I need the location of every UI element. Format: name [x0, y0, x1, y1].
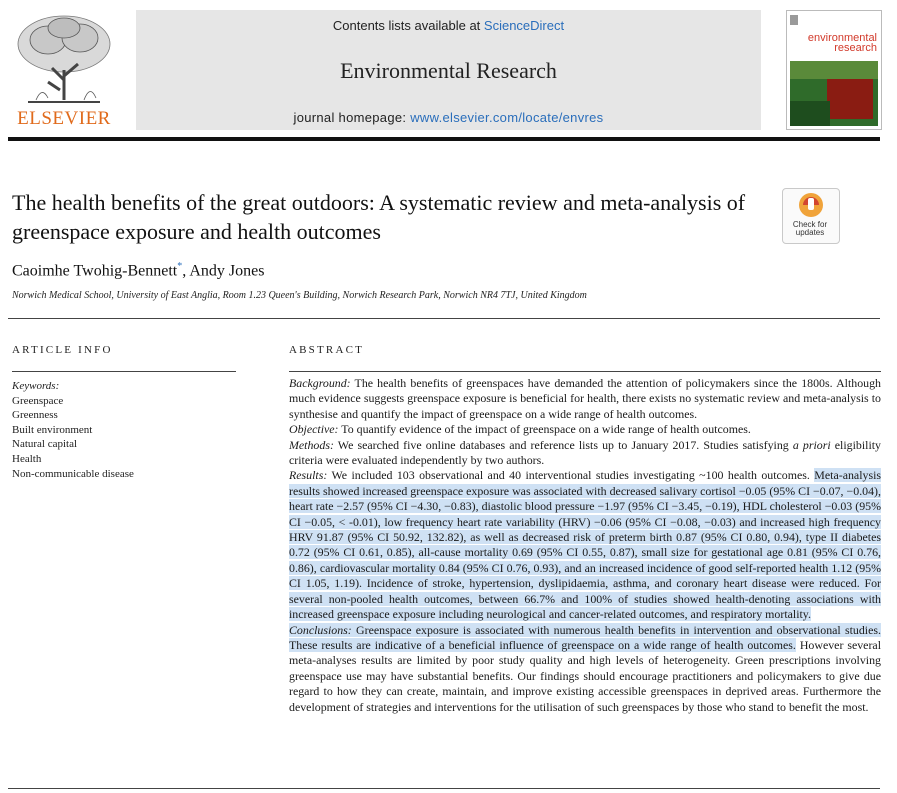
journal-cover-image	[787, 11, 881, 129]
title-divider	[8, 318, 880, 319]
objective-label: Objective:	[289, 422, 339, 437]
abstract-body	[289, 376, 881, 715]
results-highlight[interactable]: Meta-analysis results showed increased greenspace exposure was associated with decreased salivary cortisol −0.05 (95% CI −0.07, −0.04), heart rate −2.57 (95% CI −4.30, −0.83), diastolic blood pressure −1.97 (95% CI −3.45, −0.19), HDL cholesterol −0.03 (95% CI −0.05, < -0.01), low frequency heart rate variability (HRV) −0.06 (95% CI −0.08, −0.03) and increased high frequency HRV 91.87 (95% CI 50.92, 132.82), as well as decreased risk of preterm birth 0.87 (95% CI 0.80, 0.94), type II diabetes 0.72 (95% CI 0.61, 0.85), all-cause mortality 0.69 (95% CI 0.55, 0.87), small size for gestational age 0.81 (95% CI 0.76, 0.86), cardiovascular mortality 0.84 (95% CI 0.76, 0.93), and an increased incidence of good self-reported health 1.12 (95% CI 1.05, 1.19). Incidence of stroke, hypertension, dyslipidaemia, asthma, and coronary heart disease were reduced. For several non-pooled health outcomes, between 66.7% and 100% of studies showed health-denoting associations with increased greenspace exposure including neurological and cancer-related outcomes, and respiratory mortality.	[289, 468, 881, 622]
article-info-divider	[12, 371, 236, 372]
methods-text-end: eligibility criteria were evaluated independently by two authors.	[289, 437, 881, 468]
check-for-updates-icon	[783, 189, 839, 221]
keyword-item: Greenspace	[12, 394, 64, 407]
journal-cover[interactable]	[786, 10, 882, 130]
abstract-methods	[289, 438, 881, 469]
cover-tree-icon	[790, 15, 798, 25]
elsevier-tree-icon	[8, 10, 120, 108]
abstract-background	[289, 376, 881, 422]
methods-label: Methods:	[289, 437, 334, 452]
authors	[12, 261, 264, 280]
elsevier-wordmark: ELSEVIER	[17, 108, 111, 129]
author-separator: ,	[182, 262, 190, 280]
abstract-objective	[289, 422, 881, 437]
abstract-conclusions	[289, 623, 881, 715]
conclusions-highlight[interactable]: Greenspace exposure is associated with numerous health benefits in intervention and observational studies. These results are indicative of a beneficial influence of greenspace on a wide range of health outcomes.	[289, 622, 881, 652]
homepage-line	[136, 110, 761, 125]
keyword-item: Greenness	[12, 409, 58, 422]
keyword-item: Health	[12, 452, 42, 465]
methods-text: We searched five online databases and reference lists up to January 2017. Studies satisfying	[333, 437, 793, 452]
contents-line	[136, 18, 761, 33]
keyword-item: Non-communicable disease	[12, 467, 134, 480]
results-text: We included 103 observational and 40 interventional studies investigating ~100 health outcomes.	[327, 468, 815, 483]
conclusions-label[interactable]: Conclusions:	[289, 622, 352, 637]
check-for-updates-label[interactable]	[782, 221, 838, 237]
conclusions-text: However several meta-analyses results are limited by poor study quality and high levels of heterogeneity. Green prescriptions involving greenspace use may have substantial benefits. Our findings should encourage practitioners and policymakers to give due regard to how they can create, maintain, and improve existing accessible greenspaces in deprived areas. Furthermore the development of strategies and interventions for the utilisation of such greenspaces by those who stand to benefit the most.	[289, 637, 881, 714]
contents-prefix: Contents lists available at	[332, 18, 484, 33]
cover-title-line1: environmental	[807, 32, 877, 44]
cover-title-line2: research	[834, 42, 877, 54]
homepage-prefix: journal homepage:	[293, 110, 411, 125]
abstract-results	[289, 468, 881, 622]
check-label-line1: Check for	[792, 220, 828, 229]
sciencedirect-link[interactable]: ScienceDirect	[483, 18, 565, 33]
paper-title: The health benefits of the great outdoors: A systematic review and meta-analysis of greenspace exposure and health outcomes	[12, 190, 746, 244]
article-info-heading: ARTICLE INFO	[12, 344, 113, 356]
journal-title[interactable]: Environmental Research	[340, 58, 557, 83]
footer-divider	[8, 788, 880, 789]
results-label: Results:	[289, 468, 328, 483]
abstract-divider	[289, 371, 881, 372]
check-label-line2: updates	[795, 228, 825, 237]
affiliation: Norwich Medical School, University of East Anglia, Room 1.23 Queen's Building, Norwich Research Park, Norwich NR4 7TJ, United Kingdom	[12, 290, 587, 301]
methods-italic: a priori	[792, 437, 831, 452]
keyword-item: Natural capital	[12, 438, 78, 451]
homepage-link[interactable]: www.elsevier.com/locate/envres	[410, 110, 604, 125]
keyword-item: Built environment	[12, 423, 93, 436]
header-divider	[8, 137, 880, 141]
author-1[interactable]: Caoimhe Twohig-Bennett	[12, 262, 178, 280]
background-text: The health benefits of greenspaces have demanded the attention of policymakers since the 1800s. Although much evidence suggests greenspace exposure is beneficial for health, there exists no systematic review and meta-analysis to synthesise and quantify the impact of greenspace on a wide range of health outcomes.	[289, 376, 881, 421]
keywords-label: Keywords:	[12, 380, 60, 392]
background-label: Background:	[289, 376, 351, 390]
objective-text: To quantify evidence of the impact of greenspace on a wide range of health outcomes.	[338, 422, 751, 437]
corresponding-author-mark[interactable]: *	[177, 261, 183, 272]
abstract-heading: ABSTRACT	[289, 344, 365, 356]
author-2[interactable]: Andy Jones	[189, 262, 265, 280]
keywords-block	[12, 379, 236, 481]
